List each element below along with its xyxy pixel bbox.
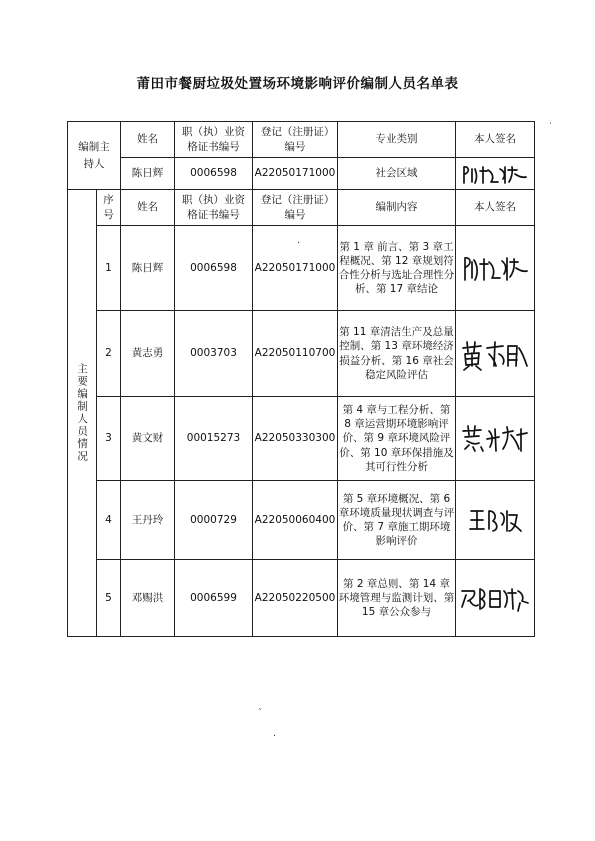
row-seq: 2 bbox=[97, 311, 121, 397]
row-seq: 4 bbox=[97, 481, 121, 560]
row-name: 邓赐洪 bbox=[121, 560, 175, 637]
row-cert-no: 00015273 bbox=[175, 397, 253, 481]
staff-header-cert-no: 职（执）业资格证书编号 bbox=[175, 190, 253, 226]
row-signature bbox=[456, 397, 535, 481]
host-section-label: 编制主持人 bbox=[68, 122, 121, 190]
host-header-signature: 本人签名 bbox=[456, 122, 535, 158]
document-title: 莆田市餐厨垃圾处置场环境影响评价编制人员名单表 bbox=[136, 76, 459, 92]
signature-image bbox=[465, 503, 525, 537]
row-content: 第 5 章环境概况、第 6 章环境质量现状调查与评价、第 7 章施工期环境影响评价 bbox=[338, 481, 456, 560]
signature-image bbox=[460, 250, 530, 286]
row-cert-no: 0000729 bbox=[175, 481, 253, 560]
table-row bbox=[68, 311, 535, 397]
row-signature bbox=[456, 226, 535, 311]
signature-image bbox=[458, 581, 532, 615]
row-reg-no: A22050220500 bbox=[253, 560, 338, 637]
row-seq: 3 bbox=[97, 397, 121, 481]
staff-header-seq: 序号 bbox=[97, 190, 121, 226]
scan-mark: · bbox=[273, 731, 277, 742]
row-reg-no: A22050060400 bbox=[253, 481, 338, 560]
row-cert-no: 0003703 bbox=[175, 311, 253, 397]
staff-section-label: 主要编制人员情况 bbox=[68, 190, 97, 637]
table-row bbox=[68, 481, 535, 560]
signature-image bbox=[459, 421, 531, 457]
row-name: 黄文财 bbox=[121, 397, 175, 481]
row-cert-no: 0006598 bbox=[175, 226, 253, 311]
row-signature bbox=[456, 481, 535, 560]
scan-mark: ˙ bbox=[548, 122, 553, 133]
row-content: 第 4 章与工程分析、第 8 章运营期环境影响评价、第 9 章环境风险评价、第 10 章环保措施及其可行性分析 bbox=[338, 397, 456, 481]
row-seq: 1 bbox=[97, 226, 121, 311]
row-reg-no: A22050171000 bbox=[253, 226, 338, 311]
host-specialty: 社会区域 bbox=[338, 158, 456, 190]
row-signature bbox=[456, 311, 535, 397]
row-seq: 5 bbox=[97, 560, 121, 637]
host-data-row bbox=[68, 158, 535, 190]
staff-header-content: 编制内容 bbox=[338, 190, 456, 226]
host-signature bbox=[456, 158, 535, 190]
row-content: 第 2 章总则、第 14 章环境管理与监测计划、第 15 章公众参与 bbox=[338, 560, 456, 637]
host-cert-no: 0006598 bbox=[175, 158, 253, 190]
host-reg-no: A22050171000 bbox=[253, 158, 338, 190]
table-row bbox=[68, 397, 535, 481]
host-header-name: 姓名 bbox=[121, 122, 175, 158]
staff-header-signature: 本人签名 bbox=[456, 190, 535, 226]
row-content: 第 1 章 前言、第 3 章工程概况、第 12 章规划符合性分析与选址合理性分析、第 17 章结论 bbox=[338, 226, 456, 311]
host-name: 陈日辉 bbox=[121, 158, 175, 190]
signature-image bbox=[459, 336, 531, 372]
host-header-specialty: 专业类别 bbox=[338, 122, 456, 158]
staff-header-row bbox=[68, 190, 535, 226]
host-header-cert-no: 职（执）业资格证书编号 bbox=[175, 122, 253, 158]
row-reg-no: A22050110700 bbox=[253, 311, 338, 397]
scan-mark: · bbox=[297, 238, 301, 249]
row-name: 陈日辉 bbox=[121, 226, 175, 311]
staff-list-table bbox=[67, 121, 535, 637]
row-reg-no: A22050330300 bbox=[253, 397, 338, 481]
scan-mark: ˋ bbox=[258, 708, 263, 719]
table-row bbox=[68, 226, 535, 311]
table-row bbox=[68, 560, 535, 637]
row-name: 黄志勇 bbox=[121, 311, 175, 397]
row-signature bbox=[456, 560, 535, 637]
row-content: 第 11 章清洁生产及总量控制、第 13 章环境经济损益分析、第 16 章社会稳定风险评估 bbox=[338, 311, 456, 397]
staff-header-name: 姓名 bbox=[121, 190, 175, 226]
staff-header-reg-no: 登记（注册证）编号 bbox=[253, 190, 338, 226]
row-name: 王丹玲 bbox=[121, 481, 175, 560]
host-header-reg-no: 登记（注册证）编号 bbox=[253, 122, 338, 158]
signature-image bbox=[460, 161, 530, 187]
row-cert-no: 0006599 bbox=[175, 560, 253, 637]
host-header-row bbox=[68, 122, 535, 158]
